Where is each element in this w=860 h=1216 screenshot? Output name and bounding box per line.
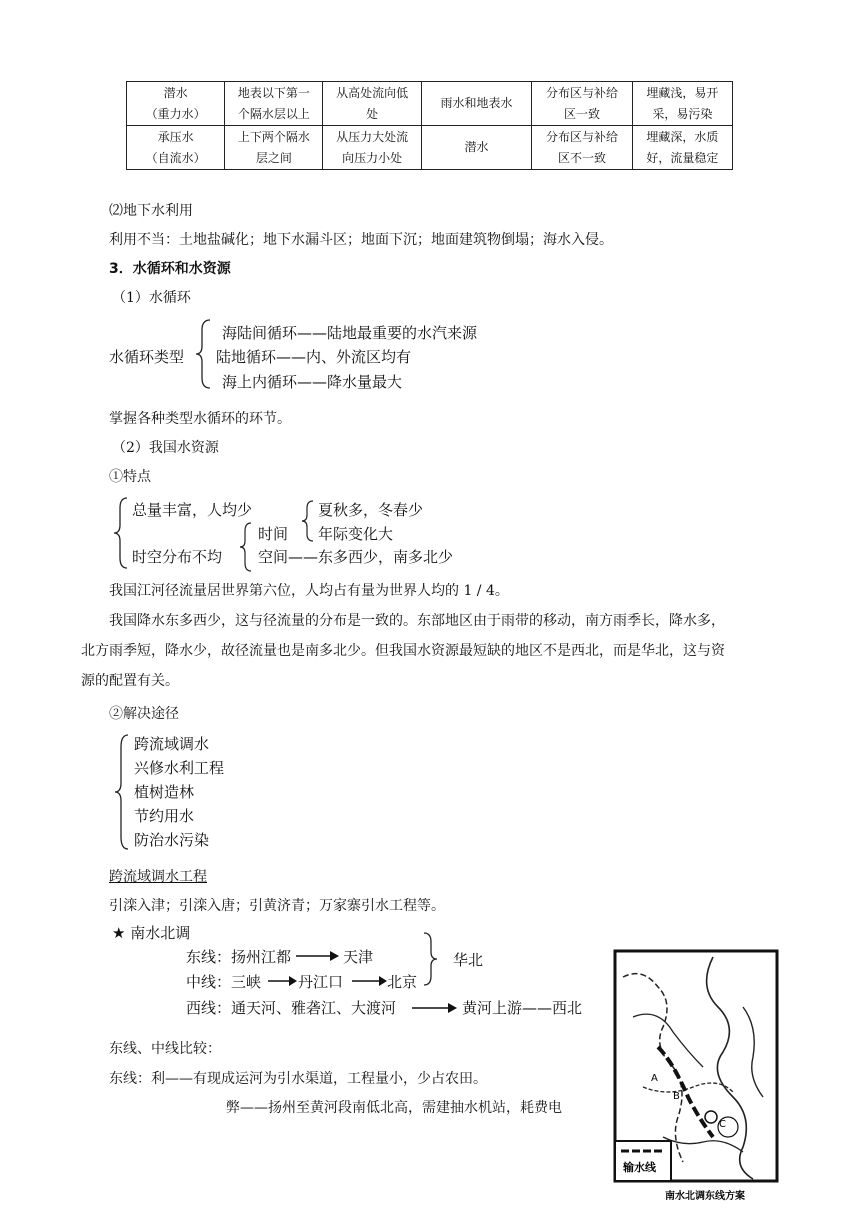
brace-icon [422,931,440,987]
east-con: 弊——扬州至黄河段南低北高，需建抽水机站，耗费电 [226,1100,562,1116]
paragraph: 源的配置有关。 [81,673,179,689]
subsection-heading: （2）我国水资源 [112,440,219,456]
brace-icon [300,499,316,543]
east-line: 东线：扬州江都 [186,948,292,966]
compare-heading: 东线、中线比较： [109,1041,221,1057]
paragraph: 我国江河径流量居世界第六位，人均占有量为世界人均的 1 / 4。 [109,583,509,599]
cycle-note: 掌握各种类型水循环的环节。 [109,411,291,427]
snbd-title: ★ 南水北调 [112,924,191,942]
table-row [127,126,733,170]
map-label: A [651,1073,658,1084]
transfer-heading: 跨流域调水工程 [109,869,207,885]
solution-item: 兴修水利工程 [134,759,225,777]
west-line: 西线：通天河、雅砻江、大渡河 [186,999,397,1017]
map-legend: 输水线 [623,1161,656,1174]
table-cell: 潜水 [421,126,532,170]
map-label: B [673,1091,680,1102]
table-cell: 从高处流向低 处 [323,82,421,126]
feature-space: 空间——东多西少，南多北少 [258,548,454,566]
groundwater-use-heading: ⑵地下水利用 [109,203,193,219]
groundwater-table [126,81,733,170]
solution-item: 防治水污染 [134,831,210,849]
solution-heading: ②解决途径 [109,706,179,722]
feature-total: 总量丰富，人均少 [132,501,253,519]
solution-item: 节约用水 [134,807,195,825]
feature-time: 时间 [258,525,289,543]
paragraph: 北方雨季短，降水少，故径流量也是南多北少。但我国水资源最短缺的地区不是西北，而是华北，这与资 [81,643,725,659]
arrow-icon [412,1001,458,1015]
cycle-item: 陆地循环——内、外流区均有 [216,348,412,366]
section-heading: 3．水循环和水资源 [109,261,231,277]
north-china: 华北 [453,951,484,969]
east-pro: 东线：利——有现成运河为引水渠道，工程量小，少占农田。 [109,1071,487,1087]
table-cell: 地表以下第一 个隔水层以上 [225,82,323,126]
table-cell: 分布区与补给 区不一致 [532,126,632,170]
feature-heading: ①特点 [109,469,151,485]
brace-icon [238,521,254,573]
brace-icon [113,733,131,851]
east-dest: 天津 [343,948,374,966]
feature-time-item: 夏秋多，冬春少 [318,501,424,519]
table-cell: 潜水 （重力水） [127,82,225,126]
cycle-item: 海上内循环——降水量最大 [222,373,403,391]
east-route-map [603,947,783,1209]
arrow-icon [352,974,388,988]
table-cell: 上下两个隔水 层之间 [225,126,323,170]
map-graphic [603,947,783,1209]
middle-dest: 北京 [387,973,418,991]
arrow-icon [296,949,340,963]
table-cell: 承压水 （自流水） [127,126,225,170]
solution-item: 植树造林 [134,783,195,801]
brace-icon [112,496,130,570]
cycle-item: 海陆间循环——陆地最重要的水汽来源 [222,324,478,342]
map-caption: 南水北调东线方案 [665,1191,745,1202]
transfer-text: 引滦入津；引滦入唐；引黄济青；万家寨引水工程等。 [109,898,445,914]
table-row [127,82,733,126]
subsection-heading: （1）水循环 [112,290,191,306]
table-cell: 分布区与补给 区一致 [532,82,632,126]
middle-line: 中线：三峡 [186,973,262,991]
feature-distribution: 时空分布不均 [132,548,223,566]
table-cell: 埋藏浅，易开 采，易污染 [632,82,732,126]
groundwater-use-text: 利用不当：土地盐碱化；地下水漏斗区；地面下沉；地面建筑物倒塌；海水入侵。 [109,232,613,248]
middle-mid: 丹江口 [298,973,344,991]
table-cell: 埋藏深，水质 好，流量稳定 [632,126,732,170]
arrow-icon [268,974,298,988]
brace-icon [194,318,214,390]
cycle-type-label: 水循环类型 [109,348,185,366]
feature-time-item: 年际变化大 [318,525,394,543]
map-label: C [719,1119,726,1130]
paragraph: 我国降水东多西少，这与径流量的分布是一致的。东部地区由于雨带的移动，南方雨季长，降水多， [109,613,725,629]
table-cell: 从压力大处流 向压力小处 [323,126,421,170]
west-dest: 黄河上游——西北 [462,999,583,1017]
table-cell: 雨水和地表水 [421,82,532,126]
solution-item: 跨流域调水 [134,735,210,753]
